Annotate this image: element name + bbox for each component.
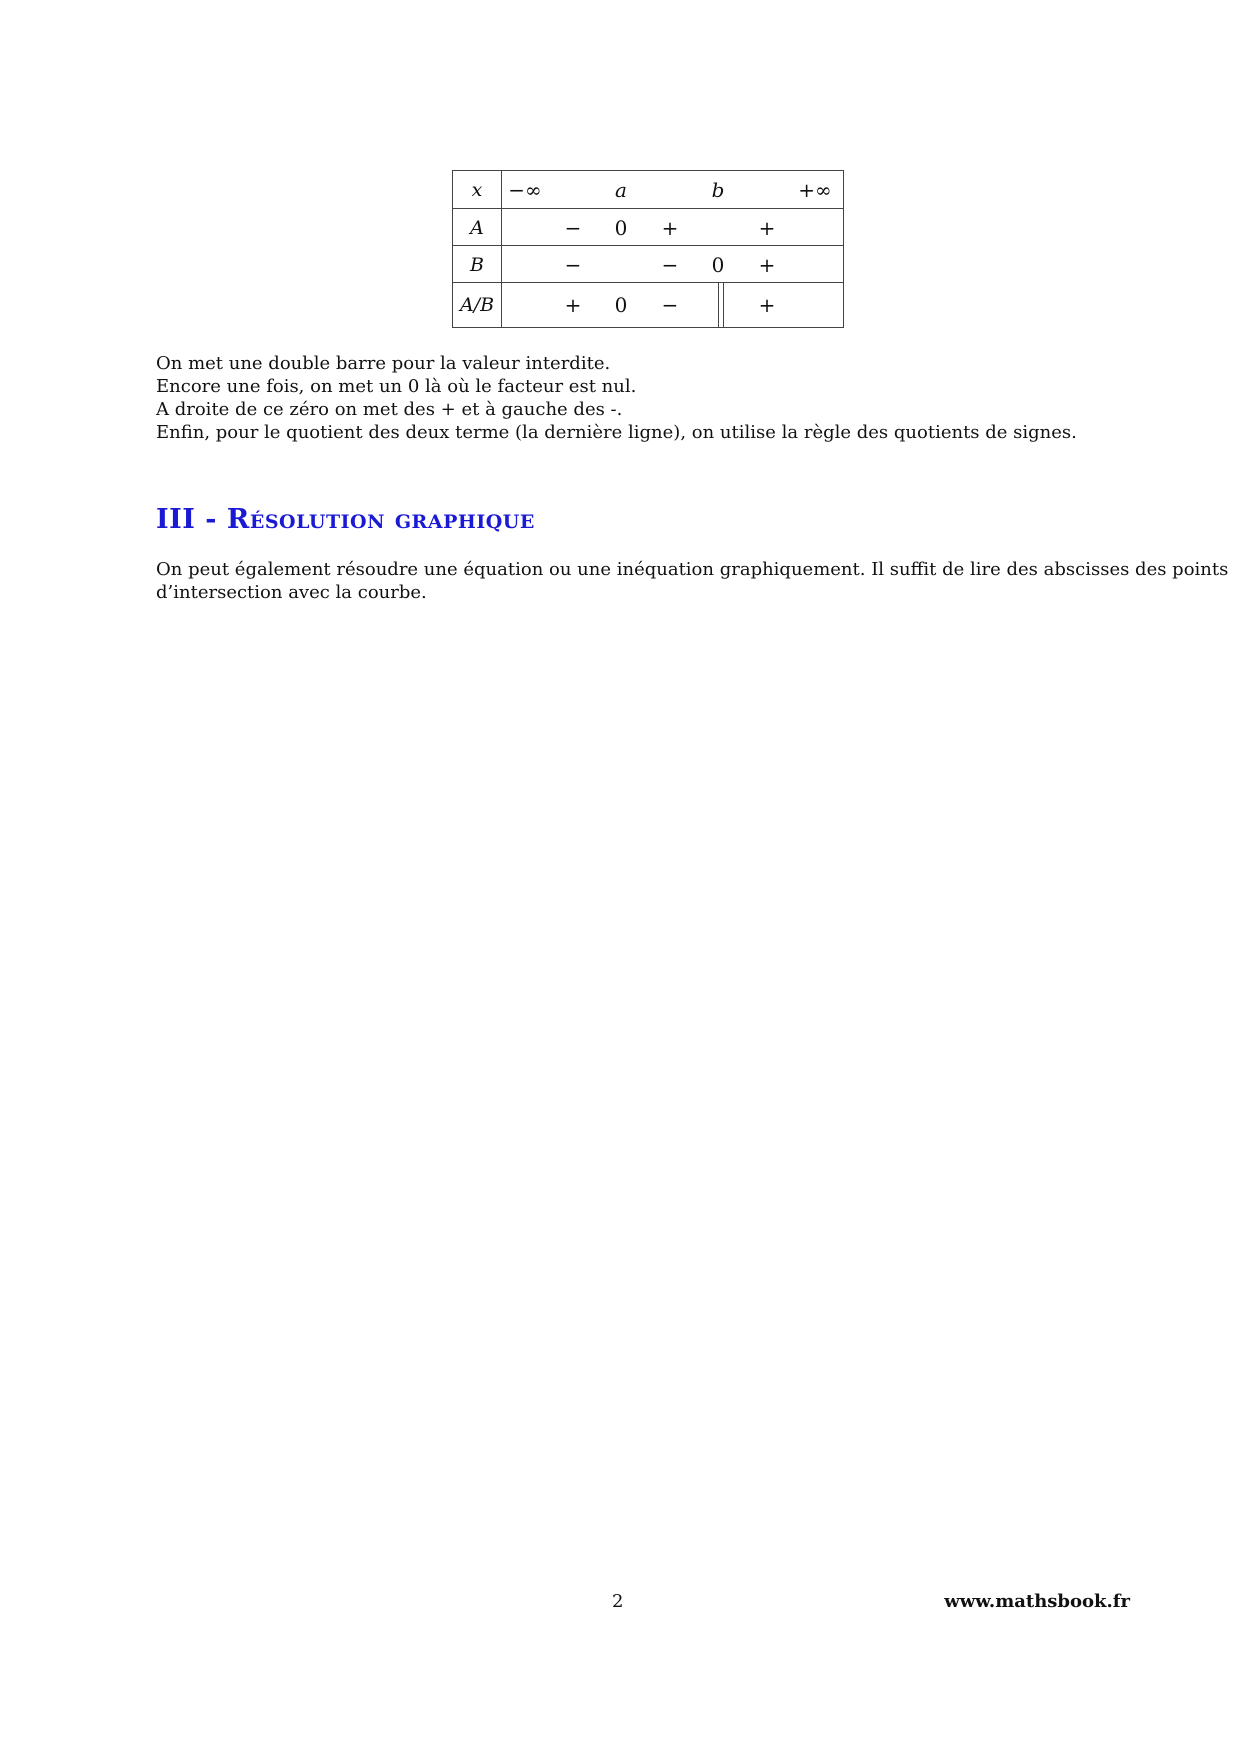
sign-table-header-row <box>453 171 843 208</box>
text-line: d’intersection avec la courbe. <box>156 582 427 603</box>
sign-cell: + <box>758 215 776 240</box>
header-value: −∞ <box>508 177 542 202</box>
sign-cell: + <box>758 293 776 317</box>
forbidden-value-double-bar <box>718 283 724 327</box>
sign-cell: − <box>661 293 679 317</box>
sign-table-row <box>453 245 843 283</box>
sign-cell: 0 <box>711 252 725 277</box>
sign-table <box>452 170 844 328</box>
header-value: b <box>711 177 725 202</box>
sign-cell: 0 <box>614 293 628 317</box>
text-line: Encore une fois, on met un 0 là où le facteur est nul. <box>156 376 637 397</box>
section-number: III - <box>156 504 227 535</box>
sign-table-row <box>453 208 843 246</box>
sign-cell: 0 <box>614 215 628 240</box>
page-number: 2 <box>612 1591 624 1612</box>
header-value: a <box>615 177 627 202</box>
sign-cell: + <box>564 293 582 317</box>
text-line: A droite de ce zéro on met des + et à gauche des -. <box>156 399 623 420</box>
section-title: Résolution graphique <box>226 504 535 535</box>
text-line: On peut également résoudre une équation ou une inéquation graphiquement. Il suffit de lire des abscisses des points <box>156 559 1229 580</box>
text-line: On met une double barre pour la valeur interdite. <box>156 353 611 374</box>
sign-cell: + <box>661 215 679 240</box>
sign-table-row <box>453 282 843 327</box>
row-label: A/B <box>453 283 502 327</box>
sign-cell: − <box>661 252 679 277</box>
header-value: +∞ <box>798 177 832 202</box>
sign-cell: + <box>758 252 776 277</box>
text-line: Enfin, pour le quotient des deux terme (la dernière ligne), on utilise la règle des quotients de signes. <box>156 422 1077 443</box>
row-label: B <box>453 246 502 283</box>
section-heading <box>156 504 535 535</box>
row-label: A <box>453 209 502 246</box>
website-url: www.mathsbook.fr <box>944 1591 1130 1612</box>
sign-cell: − <box>564 252 582 277</box>
header-label: x <box>453 171 502 208</box>
sign-cell: − <box>564 215 582 240</box>
